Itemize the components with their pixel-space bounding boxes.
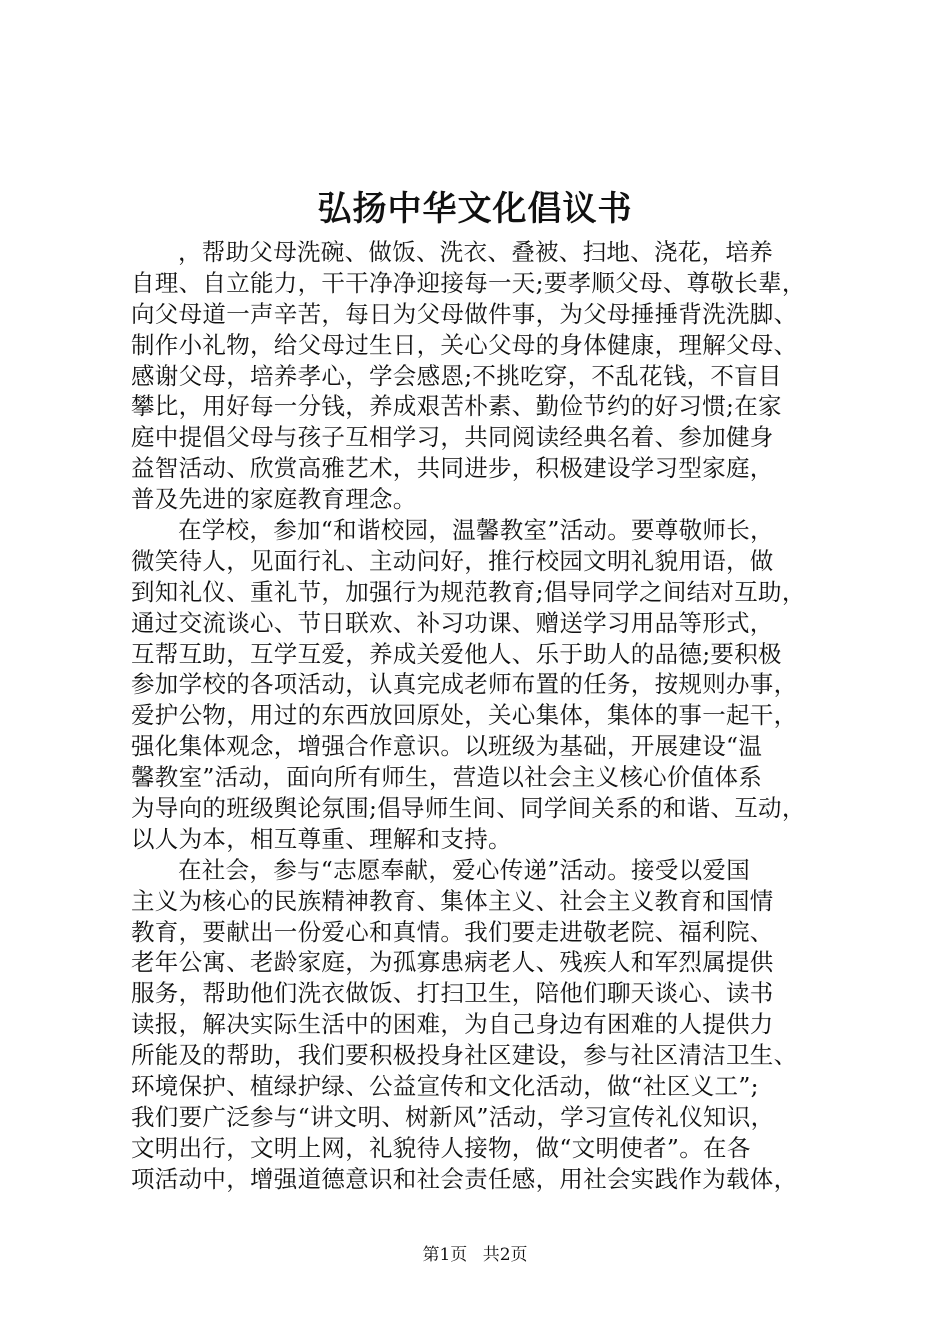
body-text-line: 制作小礼物，给父母过生日，关心父母的身体健康，理解父母、 [131,330,798,359]
page-number: 第1页 [422,1245,468,1265]
body-text-line: 馨教室”活动，面向所有师生，营造以社会主义核心价值体系 [131,763,763,792]
body-text-line: 环境保护、植绿护绿、公益宣传和文化活动，做“社区义工”; [131,1072,759,1101]
body-text-line: 服务，帮助他们洗衣做饭、打扫卫生，陪他们聊天谈心、读书 [131,979,774,1008]
page-footer [0,1244,950,1266]
body-text-line: 老年公寓、老龄家庭，为孤寡患病老人、残疾人和军烈属提供 [131,948,774,977]
page-total: 共2页 [482,1245,528,1265]
body-text-line: 自理、自立能力，干干净净迎接每一天;要孝顺父母、尊敬长辈， [131,268,806,297]
body-text-line: 微笑待人，见面行礼、主动问好，推行校园文明礼貌用语，做 [131,546,774,575]
body-text-line: 我们要广泛参与“讲文明、树新风”活动，学习宣传礼仪知识， [131,1102,775,1131]
body-text-line: 以人为本，相互尊重、理解和支持。 [131,824,512,853]
body-text-line: ，帮助父母洗碗、做饭、洗衣、叠被、扫地、浇花，培养 [178,238,773,266]
body-text-line: 文明出行，文明上网，礼貌待人接物，做“文明使者”。在各 [131,1133,751,1162]
body-text-line: 向父母道一声辛苦，每日为父母做件事，为父母捶捶背洗洗脚、 [131,299,798,328]
body-text-line: 爱护公物，用过的东西放回原处，关心集体，集体的事一起干， [131,701,798,730]
body-text-line: 庭中提倡父母与孩子互相学习，共同阅读经典名着、参加健身 [131,423,774,452]
body-text-line: 读报，解决实际生活中的困难，为自己身边有困难的人提供力 [131,1010,774,1039]
body-text-line: 互帮互助，互学互爱，养成关爱他人、乐于助人的品德;要积极 [131,639,782,668]
body-text-line: 感谢父母，培养孝心，学会感恩;不挑吃穿，不乱花钱，不盲目 [131,361,782,390]
body-text-line: 通过交流谈心、节日联欢、补习功课、赠送学习用品等形式， [131,608,774,637]
body-text-line: 在学校，参加“和谐校园，温馨教室”活动。要尊敬师长， [178,516,774,545]
body-text-line: 普及先进的家庭教育理念。 [131,485,417,514]
body-text-line: 为导向的班级舆论氛围;倡导师生间、同学间关系的和谐、互动， [131,794,806,823]
body-text-line: 教育，要献出一份爱心和真情。我们要走进敬老院、福利院、 [131,917,774,946]
document-body [131,237,839,1195]
body-text-line: 主义为核心的民族精神教育、集体主义、社会主义教育和国情 [131,886,774,915]
body-text-line: 所能及的帮助，我们要积极投身社区建设，参与社区清洁卫生、 [131,1041,798,1070]
body-text-line: 益智活动、欣赏高雅艺术，共同进步，积极建设学习型家庭， [131,454,774,483]
body-text-line: 到知礼仪、重礼节，加强行为规范教育;倡导同学之间结对互助， [131,577,806,606]
body-text-line: 项活动中，增强道德意识和社会责任感，用社会实践作为载体， [131,1164,798,1193]
body-text-line: 在社会，参与“志愿奉献，爱心传递”活动。接受以爱国 [178,855,751,884]
body-text-line: 强化集体观念，增强合作意识。以班级为基础，开展建设“温 [131,732,763,761]
document-title: 弘扬中华文化倡议书 [317,189,633,229]
body-text-line: 攀比，用好每一分钱，养成艰苦朴素、勤俭节约的好习惯;在家 [131,392,782,421]
body-text-line: 参加学校的各项活动，认真完成老师布置的任务，按规则办事， [131,670,798,699]
